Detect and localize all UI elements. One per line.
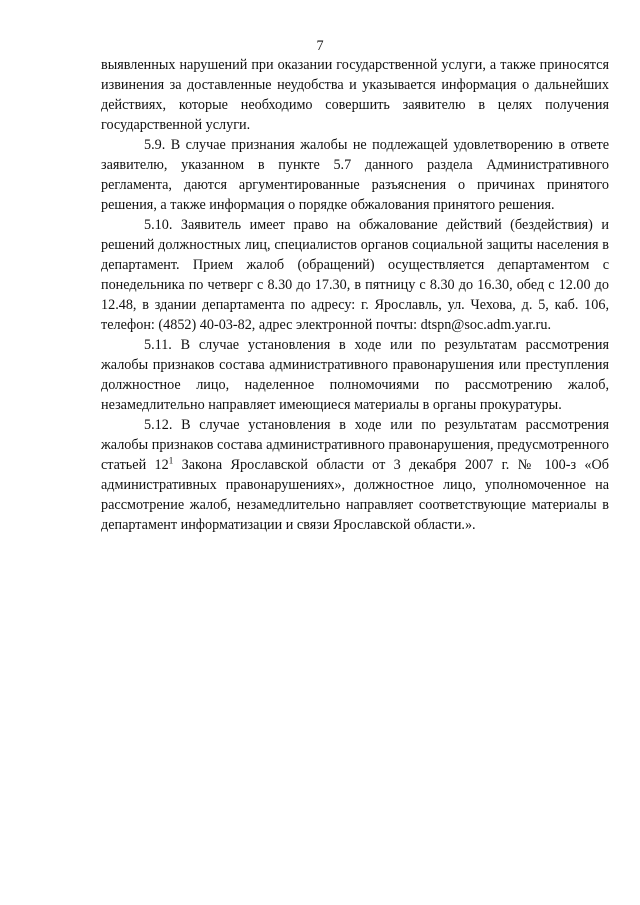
paragraph-5-12 [101, 415, 609, 535]
paragraph-5-12-part2: Закона Ярославской области от 3 декабря 2007 г. № 100-з «Об административных правонарушениях», должностное лицо, уполномоченное на рассмотрение жалоб, незамедлительно направляет соответствующие материалы в департамент информатизации и связи Ярославской области.». [101, 457, 609, 533]
paragraph-continuation: выявленных нарушений при оказании государственной услуги, а также приносятся извинения за доставленные неудобства и указывается информация о дальнейших действиях, которые необходимо совершить заявителю в целях получения государственной услуги. [101, 57, 609, 133]
article-superscript: 1 [168, 455, 174, 466]
page-number: 7 [316, 38, 324, 54]
paragraph-5-10: 5.10. Заявитель имеет право на обжалование действий (бездействия) и решений должностных лиц, специалистов органов социальной защиты населения в департамент. Прием жалоб (обращений) осуществляется департаментом с понедельника по четверг с 8.30 до 17.30, в пятницу с 8.30 до 16.30, обед с 12.00 до 12.48, в здании департамента по адресу: г. Ярославль, ул. Чехова, д. 5, каб. 106, телефон: (4852) 40-03-82, адрес электронной почты: dtspn@soc.adm.yar.ru. [101, 217, 609, 333]
paragraph-5-12-part1: 5.12. В случае установления в ходе или по результатам рассмотрения жалобы признаков состава административного правонарушения, предусмотренного статьей 12 [101, 417, 609, 473]
document-body [101, 55, 609, 535]
paragraph-5-11: 5.11. В случае установления в ходе или по результатам рассмотрения жалобы признаков состава административного правонарушения или преступления должностное лицо, наделенное полномочиями по рассмотрению жалоб, незамедлительно направляет имеющиеся материалы в органы прокуратуры. [101, 337, 609, 413]
paragraph-5-9: 5.9. В случае признания жалобы не подлежащей удовлетворению в ответе заявителю, указанном в пункте 5.7 данного раздела Административного регламента, даются аргументированные разъяснения о причинах принятого решения, а также информация о порядке обжалования принятого решения. [101, 137, 609, 213]
